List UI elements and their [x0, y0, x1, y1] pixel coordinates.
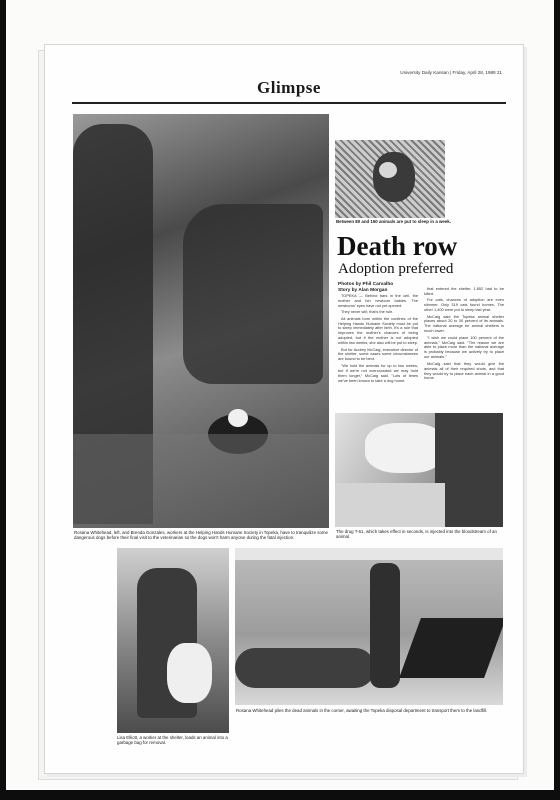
caption-top-right: Between 80 and 150 animals are put to sleep in a week. — [336, 219, 451, 224]
article-column-2 — [424, 287, 504, 383]
photo-dog-in-cage — [335, 140, 445, 218]
headline: Death row — [337, 231, 458, 261]
photo-pile-of-animals — [235, 548, 503, 705]
photo-workers-with-dog — [73, 114, 329, 528]
article-column-1 — [338, 294, 418, 385]
caption-bottom-left: Lisa Elliott, a worker at the shelter, loads an animal into a garbage bag for removal. — [117, 735, 228, 746]
paragraph: "We hold the animals for up to two weeks, but if we're not overcrowded we may hold them longer," McCaig said. "Lots of times we've been known to take a dog home. — [338, 362, 418, 383]
paragraph: They never will; that's the rule. — [341, 309, 394, 315]
photo-injection — [335, 413, 503, 527]
subhead: Adoption preferred — [338, 261, 454, 277]
paragraph: All animals born within the confines of the Helping Hands Humane Society must be put to sleep immediately after birth. It's a rule that improves the mother's chances of being adopted, but if the mother is not adopted within two weeks, she also will be put to sleep. — [338, 315, 419, 346]
paragraph: McCaig said that they would give the animals all of their required shots, and that they would try to place each animal in a good home. — [424, 360, 504, 381]
caption-bottom-right: Rosana Whitehead piles the dead animals in the corner, awaiting the Topeka disposal department to transport them to the landfill. — [236, 708, 488, 713]
caption-main: Rosana Whitehead, left, and Brenda Gonzales, workers at the Helping Hands Humane Society in Topeka, have to tranquilize some dangerous dogs before their final visit to the veterinarian so the dogs won't harm anyone during the fatal injection. — [74, 530, 328, 541]
scan-border-left — [0, 0, 6, 800]
page-header — [72, 68, 506, 104]
paragraph: McCaig said the Topeka animal shelter places about 20 to 30 percent of its animals. The national average for animal shelters is much lower. — [424, 313, 504, 334]
caption-drug: The drug T-61, which takes effect in seconds, is injected into the bloodstream of an animal. — [336, 529, 497, 540]
paragraph: For cats, chances of adoption are even slimmer. Only 319 cats found homes. The other 1,400 were put to sleep last year. — [424, 297, 504, 313]
photo-garbage-bag — [117, 548, 229, 733]
byline-photos: Photos by Phil Carvalho — [338, 282, 394, 287]
scan-border-right — [554, 0, 560, 800]
paragraph: that entered the shelter, 1,852 had to be killed. — [424, 286, 504, 296]
scan-border-bottom — [0, 790, 560, 800]
paragraph: TOPEKA — Behind bars in the cell, the mother and her newborn babies. The newborns' eyes have not yet opened. — [338, 293, 418, 308]
byline-story: Story by Alan Morgan — [338, 288, 388, 293]
section-title: Glimpse — [257, 78, 321, 97]
paragraph: But for Audrey McCaig, executive director of the shelter, some cases some circumstances are bound to be bent. — [338, 346, 418, 362]
dateline: University Daily Kansan | Friday, April 28, 1989 21 — [400, 70, 502, 75]
paragraph: "I wish we could place 100 percent of the animals," McCaig said. "The reason we are able to place more than the national average is probably because we actively try to place our animals." — [424, 334, 504, 360]
